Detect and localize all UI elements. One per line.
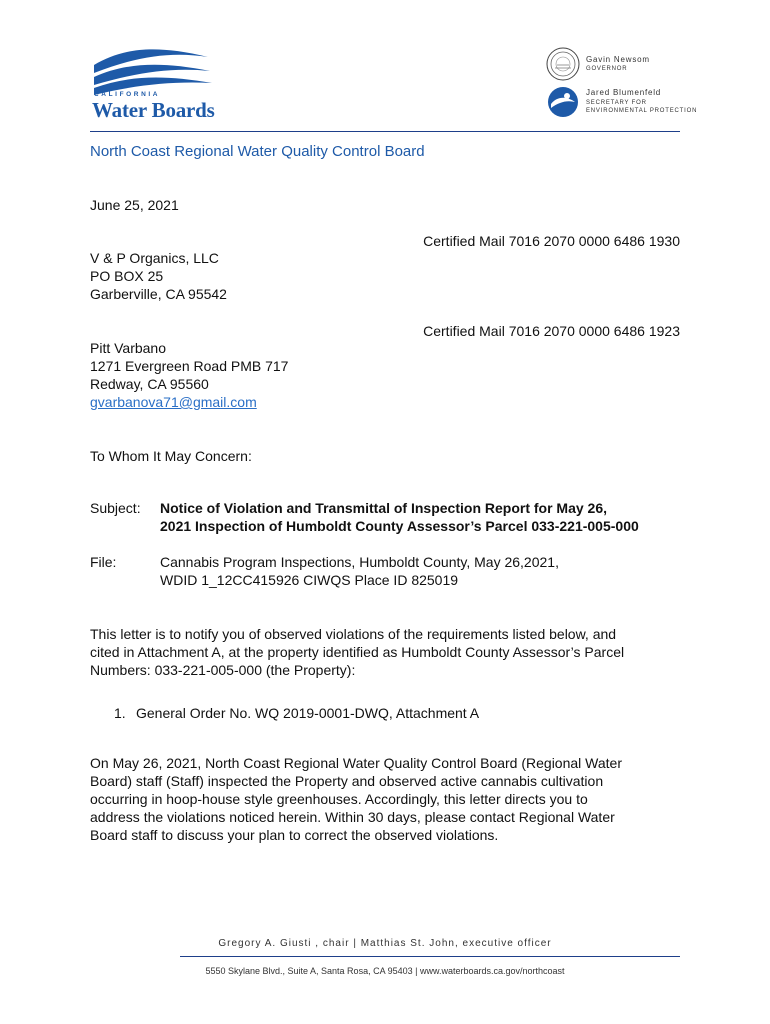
- secretary-title-line-1: SECRETARY FOR: [586, 100, 647, 106]
- subject-label: Subject:: [90, 500, 141, 516]
- footer-divider: [180, 956, 680, 957]
- subject-text: [160, 499, 639, 535]
- recipient-address-1: [90, 249, 227, 303]
- subject-line-2: 2021 Inspection of Humboldt County Assessor’s Parcel 033-221-005-000: [160, 518, 639, 534]
- paragraph-line: Board) staff (Staff) inspected the Property and observed active cannabis cultivation: [90, 773, 604, 789]
- certified-mail-1: Certified Mail 7016 2070 0000 6486 1930: [423, 233, 680, 249]
- paragraph-line: This letter is to notify you of observed violations of the requirements listed below, and: [90, 626, 617, 642]
- paragraph-line: Numbers: 033-221-005-000 (the Property):: [90, 662, 356, 678]
- file-line-2: WDID 1_12CC415926 CIWQS Place ID 825019: [160, 572, 459, 588]
- address-line: Redway, CA 95560: [90, 376, 209, 392]
- body-paragraph: [90, 754, 622, 844]
- intro-paragraph: [90, 625, 624, 679]
- california-seal-icon: [546, 47, 580, 81]
- address-line: Pitt Varbano: [90, 340, 167, 356]
- address-line: PO BOX 25: [90, 268, 164, 284]
- address-line: V & P Organics, LLC: [90, 250, 219, 266]
- file-text: [160, 553, 559, 589]
- paragraph-line: occurring in hoop-house style greenhouses. Accordingly, this letter directs you to: [90, 791, 588, 807]
- logo-water-boards-text: Water Boards: [92, 98, 215, 122]
- subject-line-1: Notice of Violation and Transmittal of Inspection Report for May 26,: [160, 500, 608, 516]
- calepa-logo-icon: [547, 86, 579, 118]
- file-line-1: Cannabis Program Inspections, Humboldt County, May 26,2021,: [160, 554, 559, 570]
- governor-name: Gavin Newsom: [586, 55, 650, 64]
- header-divider: [90, 131, 680, 132]
- list-item-number: 1.: [114, 705, 126, 721]
- board-name: North Coast Regional Water Quality Control Board: [90, 143, 425, 160]
- governor-title: GOVERNOR: [586, 66, 628, 72]
- secretary-title: [586, 99, 697, 115]
- paragraph-line: Board staff to discuss your plan to correct the observed violations.: [90, 827, 499, 843]
- recipient-address-2: [90, 339, 288, 411]
- letter-date: June 25, 2021: [90, 197, 179, 213]
- logo-california-text: CALIFORNIA: [94, 91, 161, 98]
- paragraph-line: On May 26, 2021, North Coast Regional Water Quality Control Board (Regional Water: [90, 755, 622, 771]
- address-line: Garberville, CA 95542: [90, 286, 227, 302]
- list-item-text: General Order No. WQ 2019-0001-DWQ, Attachment A: [136, 705, 480, 721]
- secretary-title-line-2: ENVIRONMENTAL PROTECTION: [586, 108, 698, 114]
- secretary-name: Jared Blumenfeld: [586, 88, 662, 97]
- file-label: File:: [90, 554, 117, 570]
- salutation: To Whom It May Concern:: [90, 448, 252, 464]
- paragraph-line: cited in Attachment A, at the property identified as Humboldt County Assessor’s Parcel: [90, 644, 625, 660]
- paragraph-line: address the violations noticed herein. Within 30 days, please contact Regional Water: [90, 809, 615, 825]
- footer-address: 5550 Skylane Blvd., Suite A, Santa Rosa, CA 95403 | www.waterboards.ca.gov/northcoast: [205, 966, 565, 976]
- address-line: 1271 Evergreen Road PMB 717: [90, 358, 289, 374]
- certified-mail-2: Certified Mail 7016 2070 0000 6486 1923: [423, 323, 680, 339]
- email-link[interactable]: gvarbanova71@gmail.com: [90, 394, 257, 410]
- footer-officers: Gregory A. Giusti , chair | Matthias St. John, executive officer: [218, 938, 552, 949]
